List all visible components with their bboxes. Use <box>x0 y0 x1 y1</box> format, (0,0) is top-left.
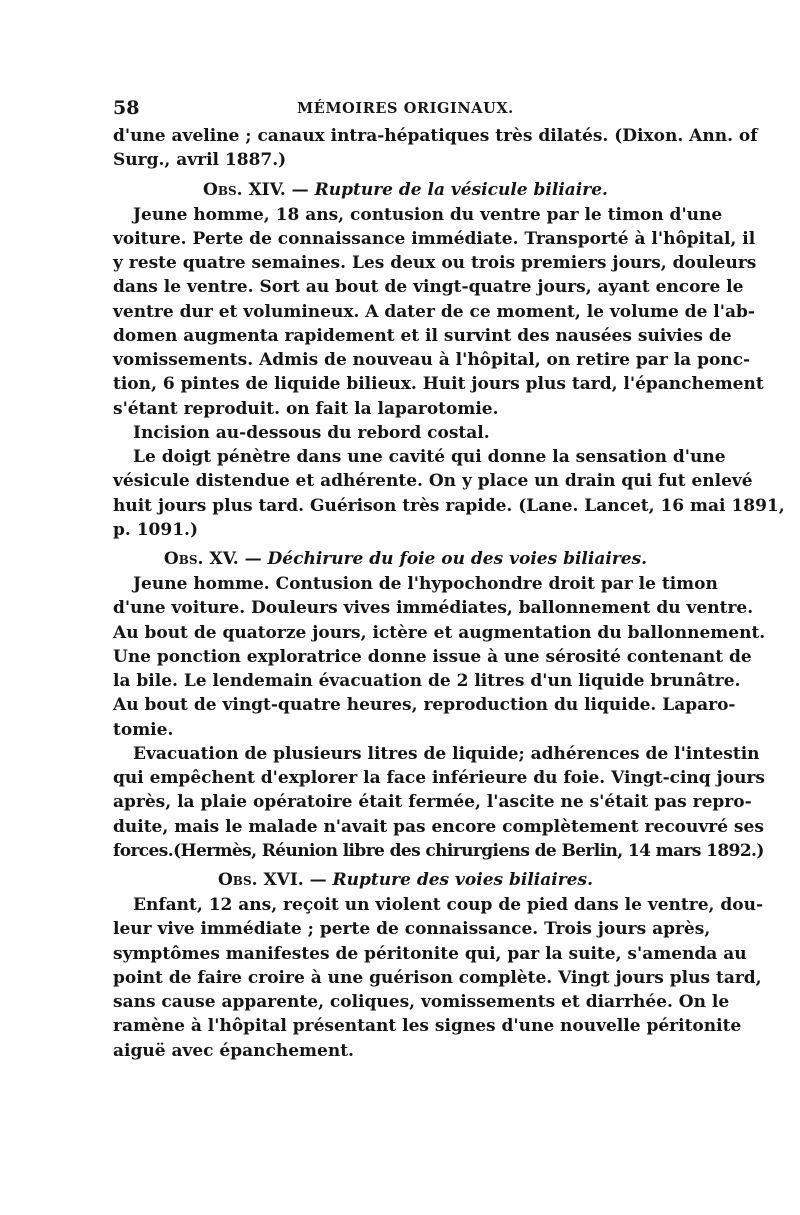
text-line: tion, 6 pintes de liquide bilieux. Huit jours plus tard, l'épanchement <box>113 374 764 395</box>
text-line: après, la plaie opératoire était fermée, l'ascite ne s'était pas repro- <box>113 792 752 813</box>
paragraph <box>113 572 766 742</box>
text-line: tomie. <box>113 719 174 740</box>
running-header <box>113 97 698 121</box>
text-line: Le doigt pénètre dans une cavité qui donne la sensation d'une <box>133 447 726 467</box>
text-line: forces.(Hermès, Réunion libre des chirurgiens de Berlin, 14 mars 1892.) <box>113 840 764 861</box>
body-text <box>113 124 785 1063</box>
observation-title: Rupture de la vésicule biliaire. <box>314 179 608 200</box>
text-line: Jeune homme, 18 ans, contusion du ventre par le timon d'une <box>133 204 723 225</box>
text-line: Jeune homme. Contusion de l'hypochondre droit par le timon <box>133 574 718 594</box>
text-line: aiguë avec épanchement. <box>113 1040 354 1061</box>
text-line: la bile. Le lendemain évacuation de 2 litres d'un liquide brunâtre. <box>113 671 741 691</box>
observation-title: Rupture des voies biliaires. <box>332 870 593 890</box>
observation-heading <box>113 546 698 572</box>
observation-label: Obs. XVI. — <box>218 870 327 890</box>
text-line: y reste quatre semaines. Les deux ou trois premiers jours, douleurs <box>113 253 757 273</box>
text-line: vomissements. Admis de nouveau à l'hôpital, on retire par la ponc- <box>113 350 751 370</box>
text-line: huit jours plus tard. Guérison très rapide. (Lane. Lancet, 16 mai 1891, <box>113 495 785 516</box>
text-line: dans le ventre. Sort au bout de vingt-quatre jours, ayant encore le <box>113 277 744 298</box>
text-line: d'une aveline ; canaux intra-hépatiques très dilatés. (Dixon. Ann. of <box>113 126 758 146</box>
text-line: point de faire croire à une guérison complète. Vingt jours plus tard, <box>113 967 762 988</box>
text-line: s'étant reproduit. on fait la laparotomie. <box>113 398 499 419</box>
text-line: ramène à l'hôpital présentant les signes d'une nouvelle péritonite <box>113 1016 742 1037</box>
text-line: p. 1091.) <box>113 519 198 540</box>
text-line: Au bout de vingt-quatre heures, reproduction du liquide. Laparo- <box>113 695 736 716</box>
text-line: ventre dur et volumineux. A dater de ce moment, le volume de l'ab- <box>113 301 755 322</box>
text-line: Au bout de quatorze jours, ictère et augmentation du ballonnement. <box>113 622 766 643</box>
paragraph <box>113 445 785 542</box>
observation-label: Obs. XV. — <box>163 549 262 569</box>
observation-heading <box>113 867 698 893</box>
text-line: leur vive immédiate ; perte de connaissance. Trois jours après, <box>113 919 711 940</box>
text-line: Evacuation de plusieurs litres de liquide; adhérences de l'intestin <box>133 743 760 764</box>
paragraph <box>113 742 765 863</box>
observation-heading <box>113 177 698 203</box>
text-line: vésicule distendue et adhérente. On y place un drain qui fut enlevé <box>113 471 753 492</box>
paragraph <box>113 203 764 421</box>
text-line: Incision au-dessous du rebord costal. <box>133 422 490 443</box>
text-line: Surg., avril 1887.) <box>113 150 287 171</box>
text-line: Une ponction exploratrice donne issue à une sérosité contenant de <box>113 646 752 667</box>
text-line: voiture. Perte de connaissance immédiate. Transporté à l'hôpital, il <box>113 228 756 249</box>
text-line: sans cause apparente, coliques, vomissements et diarrhée. On le <box>113 992 730 1012</box>
running-title: MÉMOIRES ORIGINAUX. <box>297 100 514 117</box>
observation-title: Déchirure du foie ou des voies biliaires. <box>267 549 648 569</box>
text-line: qui empêchent d'explorer la face inférieure du foie. Vingt-cinq jours <box>113 768 765 788</box>
page-number: 58 <box>113 97 140 119</box>
text-line: Enfant, 12 ans, reçoit un violent coup de pied dans le ventre, dou- <box>133 895 764 915</box>
observation-label: Obs. XIV. — <box>203 179 309 200</box>
text-line: d'une voiture. Douleurs vives immédiates, ballonnement du ventre. <box>113 598 754 619</box>
text-line: duite, mais le malade n'avait pas encore complètement recouvré ses <box>113 816 764 837</box>
paragraph <box>113 893 764 1063</box>
paragraph <box>113 421 698 445</box>
text-line: symptômes manifestes de péritonite qui, par la suite, s'amenda au <box>113 943 747 964</box>
text-line: domen augmenta rapidement et il survint des nausées suivies de <box>113 325 732 346</box>
